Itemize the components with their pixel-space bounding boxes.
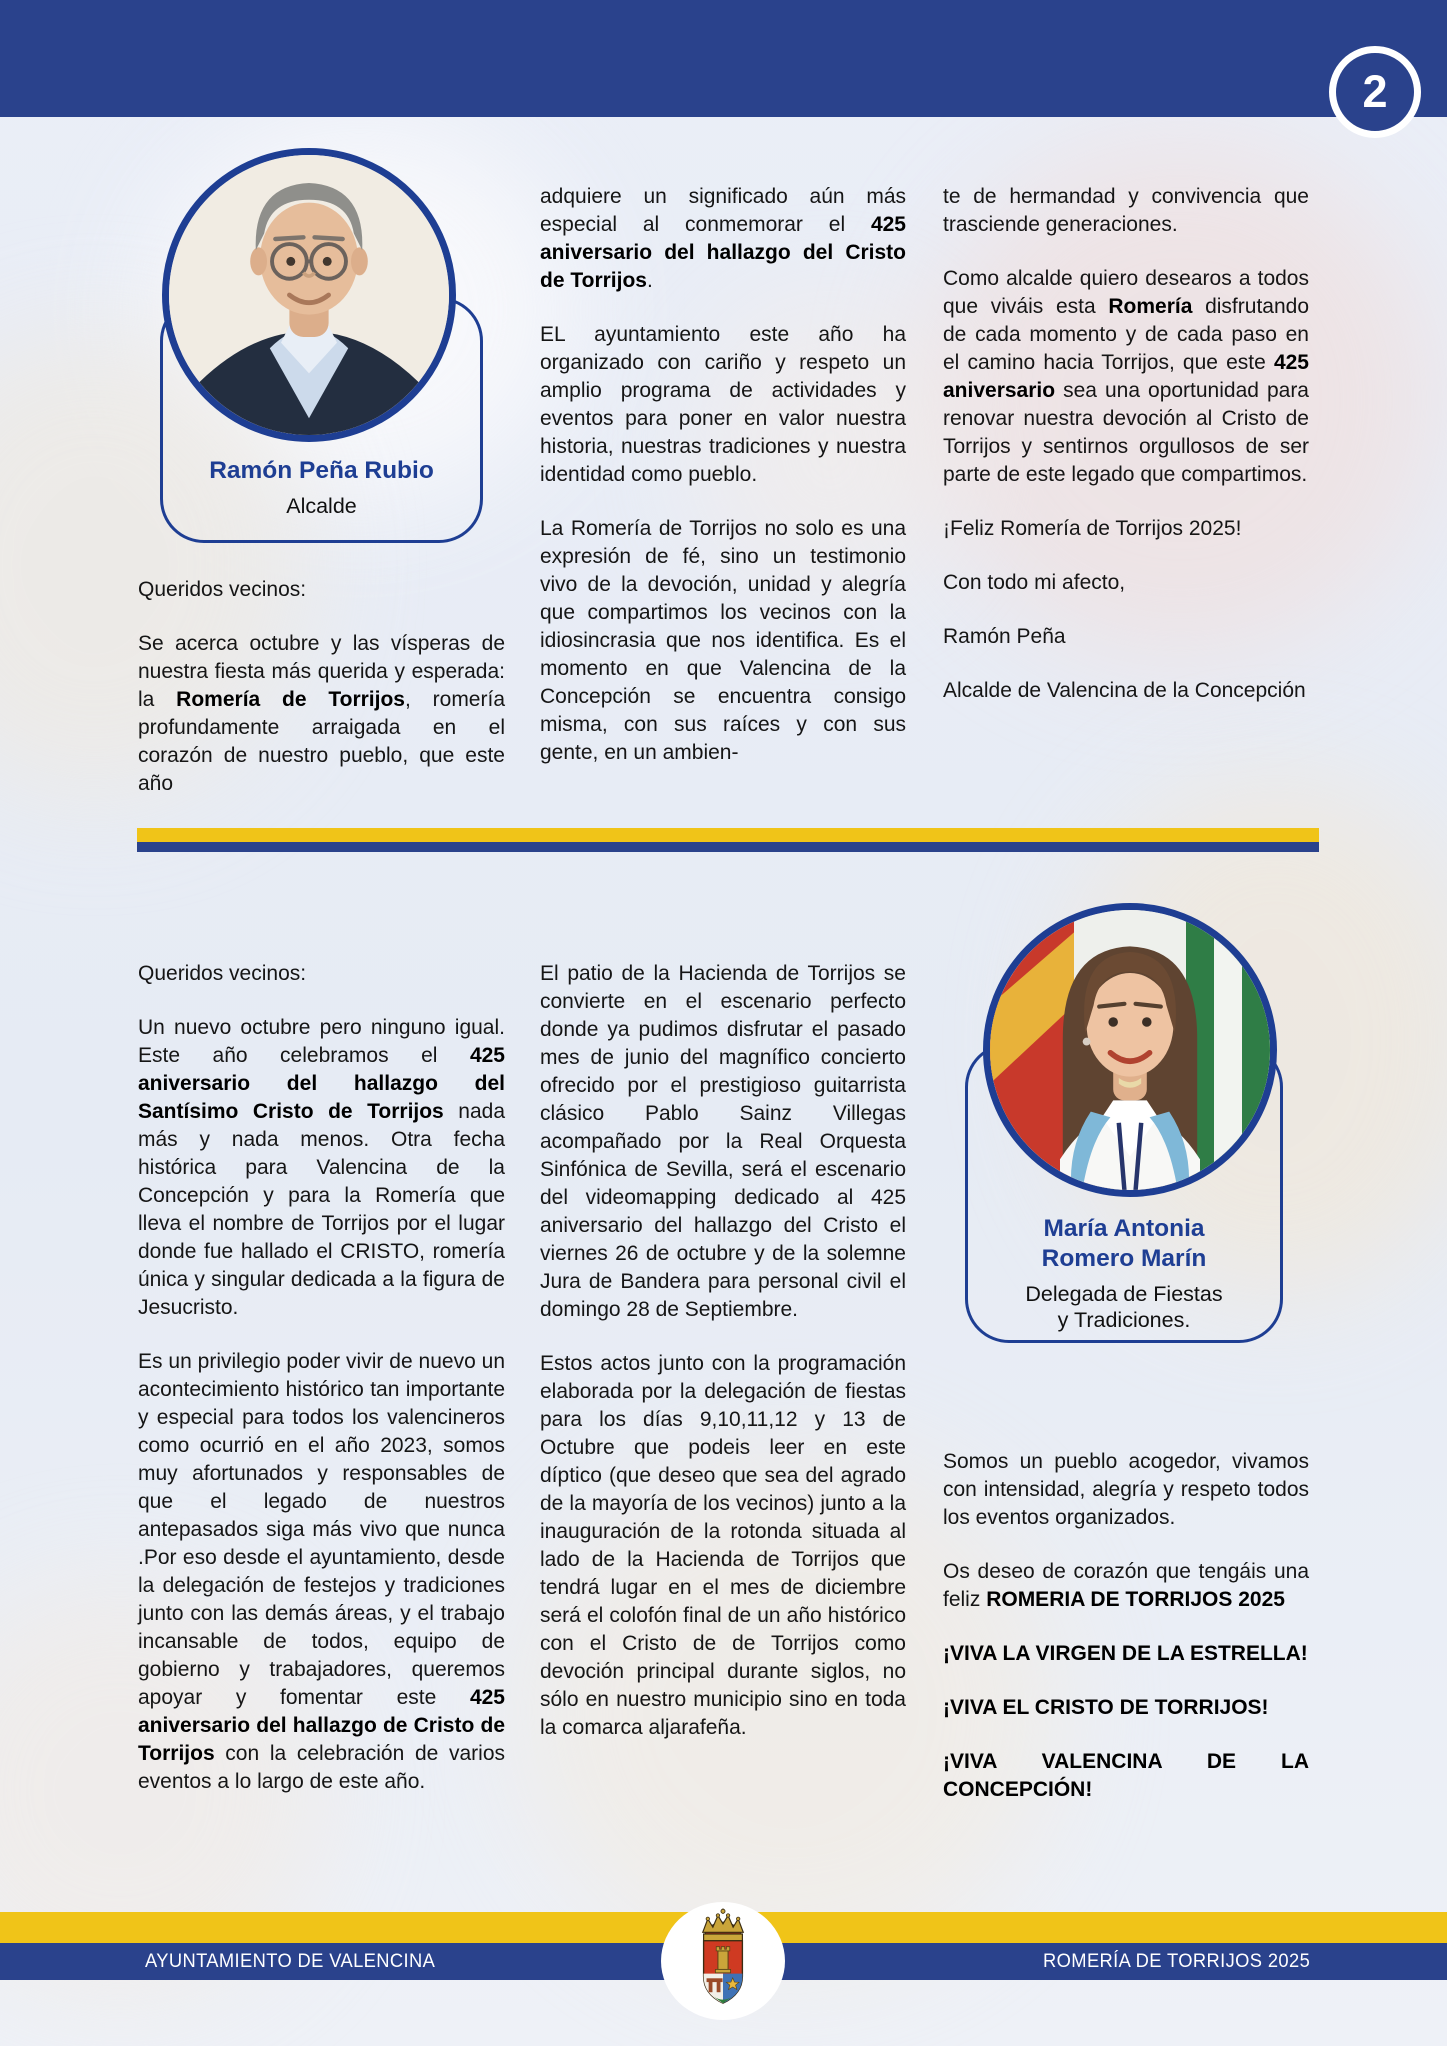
paragraph: EL ayuntamiento este año ha organizado con cariño y respeto un amplio programa de actividades y eventos para poner en valor nuestra historia, nuestras tradiciones y nuestra identidad como pueblo.	[540, 323, 906, 486]
page-number-badge	[1329, 46, 1421, 138]
delegate-title	[968, 1281, 1280, 1333]
paragraph: ¡VIVA LA VIRGEN DE LA ESTRELLA!	[943, 1642, 1308, 1665]
paragraph: El patio de la Hacienda de Torrijos se convierte en el escenario perfecto donde ya pudimos disfrutar el pasado mes de junio del magnífico concierto ofrecido por el prestigioso guitarrista clásico Pablo Sainz Villegas acompañado por la Real Orquesta Sinfónica de Sevilla, será el escenario del videomapping dedicado al 425 aniversario del hallazgo del Cristo el viernes 26 de octubre y de la solemne Jura de Bandera para personal civil el domingo 28 de Septiembre.	[540, 962, 906, 1321]
text-line: Delegada de Fiestas	[1025, 1282, 1223, 1306]
paragraph: Con todo mi afecto,	[943, 571, 1126, 594]
page-number: 2	[1362, 66, 1388, 117]
text-line: y Tradiciones.	[1057, 1308, 1191, 1332]
paragraph: Se acerca octubre y las vísperas de nuestra fiesta más querida y esperada: la Romería de Torrijos, romería profundamente arraigada en el corazón de nuestro pueblo, que este año	[138, 632, 505, 795]
delegate-column-1	[138, 960, 505, 1796]
paragraph: ¡VIVA VALENCINA DE LA CONCEPCIÓN!	[943, 1750, 1309, 1801]
mayor-portrait-illustration	[169, 155, 449, 435]
delegate-portrait-illustration	[990, 910, 1270, 1190]
municipal-crest	[661, 1902, 785, 2020]
paragraph: adquiere un significado aún más especial al conmemorar el 425 aniversario del hallazgo del Cristo de Torrijos.	[540, 185, 906, 292]
top-bar	[0, 0, 1447, 117]
mayor-name: Ramón Peña Rubio	[209, 457, 434, 484]
text-line: Romero Marín	[1041, 1245, 1207, 1272]
paragraph: Como alcalde quiero desearos a todos que viváis esta Romería disfrutando de cada momento y de cada paso en el camino hacia Torrijos, que este 425 aniversario sea una oportunidad para renovar nuestra devoción al Cristo de Torrijos y sentirnos orgullosos de ser parte de este legado que compartimos.	[943, 267, 1309, 486]
mayor-column-1	[138, 576, 505, 798]
paragraph: Un nuevo octubre pero ninguno igual. Este año celebramos el 425 aniversario del hallazgo del Santísimo Cristo de Torrijos nada más y nada menos. Otra fecha histórica para Valencina de la Concepción y para la Romería que lleva el nombre de Torrijos por el lugar donde fue hallado el CRISTO, romería única y singular dedicada a la figura de Jesucristo.	[138, 1016, 505, 1319]
salutation: Queridos vecinos:	[138, 578, 307, 601]
delegate-column-3	[943, 1448, 1309, 1804]
mayor-column-3	[943, 183, 1309, 705]
divider-blue-bar	[137, 842, 1319, 852]
delegate-name	[968, 1214, 1280, 1274]
salutation: Queridos vecinos:	[138, 962, 307, 985]
paragraph: Alcalde de Valencina de la Concepción	[943, 679, 1306, 702]
mayor-title: Alcalde	[286, 494, 357, 518]
footer-left-text: AYUNTAMIENTO DE VALENCINA	[145, 1950, 436, 1972]
mayor-column-2	[540, 183, 906, 767]
text-line: María Antonia	[1043, 1215, 1205, 1242]
footer-right-text: ROMERÍA DE TORRIJOS 2025	[1042, 1950, 1310, 1972]
section-divider	[137, 828, 1319, 852]
paragraph: Es un privilegio poder vivir de nuevo un acontecimiento histórico tan importante y especial para todos los valencineros como ocurrió en el año 2023, somos muy afortunados y responsables de que el legado de nuestros antepasados siga más vivo que nunca .Por eso desde el ayuntamiento, desde la delegación de festejos y tradiciones junto con las demás áreas, y el trabajo incansable de todos, equipo de gobierno y trabajadores, queremos apoyar y fomentar este 425 aniversario del hallazgo de Cristo de Torrijos con la celebración de varios eventos a lo largo de este año.	[138, 1350, 505, 1793]
paragraph: Estos actos junto con la programación elaborada por la delegación de fiestas para los días 9,10,11,12 y 13 de Octubre que podeis leer en este díptico (que deseo que sea del agrado de la mayoría de los vecinos) junto a la inauguración de la rotonda situada al lado de la Hacienda de Torrijos que tendrá lugar en el mes de diciembre será el colofón final de un año histórico con el Cristo de de Torrijos como devoción principal durante siglos, no sólo en nuestro municipio sino en toda la comarca aljarafeña.	[540, 1352, 906, 1739]
paragraph: La Romería de Torrijos no solo es una expresión de fé, sino un testimonio vivo de la devoción, unidad y alegría que compartimos los vecinos con la idiosincrasia que nos identifica. Es el momento en que Valencina de la Concepción se encuentra consigo misma, con sus raíces y con sus gente, en un ambien-	[540, 517, 906, 764]
paragraph: Somos un pueblo acogedor, vivamos con intensidad, alegría y respeto todos los eventos organizados.	[943, 1450, 1309, 1529]
column-text	[138, 1014, 505, 1796]
crest-icon	[681, 1907, 765, 2015]
divider-yellow-bar	[137, 828, 1319, 842]
paragraph: ¡VIVA EL CRISTO DE TORRIJOS!	[943, 1696, 1269, 1719]
delegate-column-2	[540, 960, 906, 1742]
mayor-photo	[162, 148, 456, 442]
paragraph: te de hermandad y convivencia que trasciende generaciones.	[943, 185, 1309, 236]
column-text	[138, 630, 505, 798]
paragraph: Ramón Peña	[943, 625, 1066, 648]
delegate-photo	[983, 903, 1277, 1197]
paragraph: ¡Feliz Romería de Torrijos 2025!	[943, 517, 1242, 540]
paragraph: Os deseo de corazón que tengáis una feliz ROMERIA DE TORRIJOS 2025	[943, 1560, 1309, 1611]
